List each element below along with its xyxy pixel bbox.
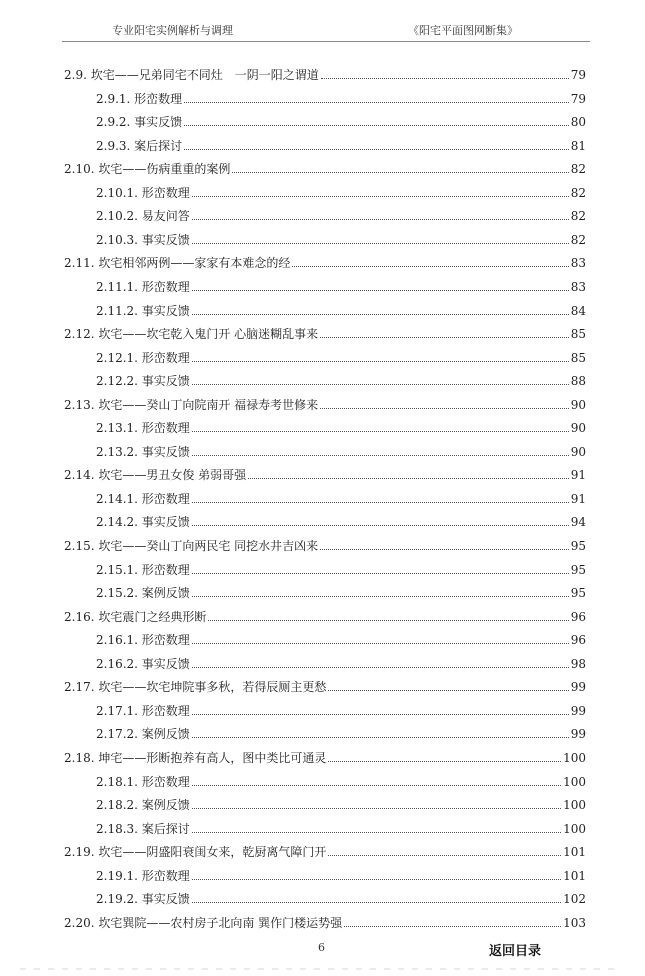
toc-dot-leader	[192, 314, 569, 315]
toc-page-number: 85	[570, 351, 586, 365]
toc-page-number: 99	[570, 704, 586, 718]
toc-entry-title: 2.13.1. 形峦数理	[96, 421, 190, 435]
toc-dot-leader	[292, 266, 568, 267]
toc-entry-title: 2.16.2. 事实反馈	[96, 657, 190, 671]
toc-dot-leader	[192, 902, 561, 903]
toc-dot-leader	[321, 78, 569, 79]
toc-page-number: 101	[563, 845, 586, 859]
toc-subsection-entry[interactable]	[96, 347, 586, 365]
toc-page-number: 82	[570, 186, 586, 200]
toc-dot-leader	[328, 761, 561, 762]
toc-page-number: 91	[570, 492, 586, 506]
toc-entry-title: 2.13.2. 事实反馈	[96, 445, 190, 459]
toc-page-number: 83	[570, 280, 586, 294]
toc-entry-title: 2.10.2. 易友问答	[96, 209, 190, 223]
toc-subsection-entry[interactable]	[96, 888, 586, 906]
toc-dot-leader	[320, 408, 569, 409]
toc-subsection-entry[interactable]	[96, 794, 586, 812]
toc-page-number: 91	[570, 468, 586, 482]
toc-dot-leader	[184, 125, 569, 126]
toc-entry-title: 2.19.1. 形峦数理	[96, 869, 190, 883]
toc-page-number: 82	[570, 162, 586, 176]
toc-dot-leader	[320, 549, 569, 550]
toc-entry-title: 2.16. 坎宅震门之经典形断	[64, 610, 207, 624]
toc-entry-title: 2.13. 坎宅——癸山丁向院南开 福禄寿考世修来	[64, 398, 319, 412]
toc-subsection-entry[interactable]	[96, 653, 586, 671]
toc-section-entry[interactable]	[64, 323, 586, 341]
toc-entry-title: 2.14.2. 事实反馈	[96, 515, 190, 529]
toc-subsection-entry[interactable]	[96, 629, 586, 647]
toc-dot-leader	[344, 926, 561, 927]
toc-entry-title: 2.18.2. 案例反馈	[96, 798, 190, 812]
toc-section-entry[interactable]	[64, 676, 586, 694]
toc-page-number: 79	[570, 92, 586, 106]
toc-page-number: 95	[570, 539, 586, 553]
toc-page-number: 90	[570, 398, 586, 412]
toc-subsection-entry[interactable]	[96, 300, 586, 318]
toc-dot-leader	[192, 219, 569, 220]
toc-entry-title: 2.15. 坎宅——癸山丁向两民宅 同挖水井吉凶来	[64, 539, 319, 553]
toc-entry-title: 2.18.3. 案后探讨	[96, 822, 190, 836]
toc-dot-leader	[184, 102, 569, 103]
toc-dot-leader	[192, 596, 569, 597]
toc-entry-title: 2.17.2. 案例反馈	[96, 727, 190, 741]
toc-subsection-entry[interactable]	[96, 723, 586, 741]
toc-dot-leader	[192, 290, 569, 291]
toc-page-number: 95	[570, 586, 586, 600]
toc-entry-title: 2.10.1. 形峦数理	[96, 186, 190, 200]
toc-page-number: 81	[570, 139, 586, 153]
toc-page-number: 101	[563, 869, 586, 883]
running-header-right: 《阳宅平面图网断集》	[408, 24, 518, 37]
toc-subsection-entry[interactable]	[96, 488, 586, 506]
toc-subsection-entry[interactable]	[96, 135, 586, 153]
toc-entry-title: 2.14. 坎宅——男丑女俊 弟弱哥强	[64, 468, 247, 482]
toc-page-number: 98	[570, 657, 586, 671]
toc-entry-title: 2.15.1. 形峦数理	[96, 563, 190, 577]
toc-page-number: 82	[570, 209, 586, 223]
toc-dot-leader	[192, 243, 569, 244]
toc-dot-leader	[248, 478, 569, 479]
toc-page-number: 90	[570, 445, 586, 459]
toc-subsection-entry[interactable]	[96, 182, 586, 200]
toc-entry-title: 2.9.2. 事实反馈	[96, 115, 183, 129]
toc-subsection-entry[interactable]	[96, 417, 586, 435]
toc-dot-leader	[192, 431, 569, 432]
toc-dot-leader	[232, 172, 568, 173]
toc-section-entry[interactable]	[64, 252, 586, 270]
toc-page-number: 79	[570, 68, 586, 82]
toc-page-number: 103	[563, 916, 586, 930]
toc-entry-title: 2.16.1. 形峦数理	[96, 633, 190, 647]
toc-entry-title: 2.18. 坤宅——形断抱养有高人，图中类比可通灵	[64, 751, 327, 765]
toc-entry-title: 2.11.2. 事实反馈	[96, 304, 190, 318]
toc-dot-leader	[192, 502, 569, 503]
toc-page-number: 96	[570, 633, 586, 647]
toc-dot-leader	[192, 737, 569, 738]
toc-page-number: 100	[563, 751, 586, 765]
toc-dot-leader	[192, 525, 569, 526]
toc-entry-title: 2.12.2. 事实反馈	[96, 374, 190, 388]
toc-dot-leader	[192, 196, 569, 197]
toc-entry-title: 2.11.1. 形峦数理	[96, 280, 190, 294]
toc-page-number: 82	[570, 233, 586, 247]
toc-section-entry[interactable]	[64, 912, 586, 930]
toc-section-entry[interactable]	[64, 747, 586, 765]
toc-subsection-entry[interactable]	[96, 582, 586, 600]
toc-page-number: 96	[570, 610, 586, 624]
toc-entry-title: 2.18.1. 形峦数理	[96, 775, 190, 789]
toc-subsection-entry[interactable]	[96, 865, 586, 883]
toc-subsection-entry[interactable]	[96, 229, 586, 247]
toc-entry-title: 2.9.1. 形峦数理	[96, 92, 183, 106]
toc-subsection-entry[interactable]	[96, 700, 586, 718]
toc-entry-title: 2.10. 坎宅——伤病重重的案例	[64, 162, 231, 176]
header-divider	[62, 41, 590, 42]
toc-dot-leader	[192, 785, 561, 786]
toc-dot-leader	[192, 573, 569, 574]
toc-dot-leader	[192, 667, 569, 668]
back-to-contents-link[interactable]: 返回目录	[489, 944, 542, 959]
toc-dot-leader	[192, 643, 569, 644]
toc-dot-leader	[192, 879, 561, 880]
toc-subsection-entry[interactable]	[96, 111, 586, 129]
toc-section-entry[interactable]	[64, 841, 586, 859]
toc-page-number: 100	[563, 822, 586, 836]
toc-dot-leader	[192, 455, 569, 456]
toc-entry-title: 2.14.1. 形峦数理	[96, 492, 190, 506]
toc-page-number: 80	[570, 115, 586, 129]
toc-section-entry[interactable]	[64, 464, 586, 482]
toc-section-entry[interactable]	[64, 394, 586, 412]
toc-page-number: 85	[570, 327, 586, 341]
toc-subsection-entry[interactable]	[96, 88, 586, 106]
toc-entry-title: 2.9. 坎宅——兄弟同宅不同灶 一阴一阳之谓道	[64, 68, 319, 82]
toc-dot-leader	[320, 337, 569, 338]
toc-entry-title: 2.17. 坎宅——坎宅坤院事多秋，若得辰厕主更愁	[64, 680, 327, 694]
toc-section-entry[interactable]	[64, 158, 586, 176]
toc-dot-leader	[184, 149, 569, 150]
toc-entry-title: 2.11. 坎宅相邻两例——家家有本难念的经	[64, 256, 291, 270]
toc-entry-title: 2.9.3. 案后探讨	[96, 139, 183, 153]
toc-page-number: 102	[563, 892, 586, 906]
toc-page-number: 83	[570, 256, 586, 270]
toc-entry-title: 2.19.2. 事实反馈	[96, 892, 190, 906]
toc-page-number: 88	[570, 374, 586, 388]
toc-dot-leader	[192, 384, 569, 385]
toc-subsection-entry[interactable]	[96, 370, 586, 388]
toc-page-number: 90	[570, 421, 586, 435]
toc-section-entry[interactable]	[64, 606, 586, 624]
toc-subsection-entry[interactable]	[96, 276, 586, 294]
toc-subsection-entry[interactable]	[96, 511, 586, 529]
toc-entry-title: 2.20. 坎宅巽院——农村房子北向南 巽作门楼运势强	[64, 916, 343, 930]
toc-subsection-entry[interactable]	[96, 441, 586, 459]
toc-page-number: 100	[563, 798, 586, 812]
toc-entry-title: 2.17.1. 形峦数理	[96, 704, 190, 718]
toc-entry-title: 2.19. 坎宅——阴盛阳衰闺女来，乾厨离气障门开	[64, 845, 327, 859]
toc-entry-title: 2.15.2. 案例反馈	[96, 586, 190, 600]
toc-page-number: 95	[570, 563, 586, 577]
toc-page-number: 84	[570, 304, 586, 318]
toc-page-number: 94	[570, 515, 586, 529]
toc-entry-title: 2.12.1. 形峦数理	[96, 351, 190, 365]
toc-dot-leader	[328, 690, 568, 691]
toc-dot-leader	[192, 832, 561, 833]
toc-subsection-entry[interactable]	[96, 205, 586, 223]
toc-section-entry[interactable]	[64, 64, 586, 82]
toc-dot-leader	[192, 808, 561, 809]
toc-subsection-entry[interactable]	[96, 818, 586, 836]
toc-subsection-entry[interactable]	[96, 771, 586, 789]
toc-dot-leader	[328, 855, 561, 856]
toc-entry-title: 2.12. 坎宅——坎宅乾入鬼门开 心脑迷糊乱事来	[64, 327, 319, 341]
toc-page-number: 100	[563, 775, 586, 789]
running-header-left: 专业阳宅实例解析与调理	[112, 24, 233, 37]
toc-section-entry[interactable]	[64, 535, 586, 553]
toc-dot-leader	[208, 620, 568, 621]
toc-dot-leader	[192, 714, 569, 715]
toc-dot-leader	[192, 361, 569, 362]
page-number: 6	[318, 941, 325, 954]
toc-page-number: 99	[570, 727, 586, 741]
toc-page-number: 99	[570, 680, 586, 694]
toc-entry-title: 2.10.3. 事实反馈	[96, 233, 190, 247]
toc-subsection-entry[interactable]	[96, 559, 586, 577]
scan-artifact	[20, 968, 620, 970]
